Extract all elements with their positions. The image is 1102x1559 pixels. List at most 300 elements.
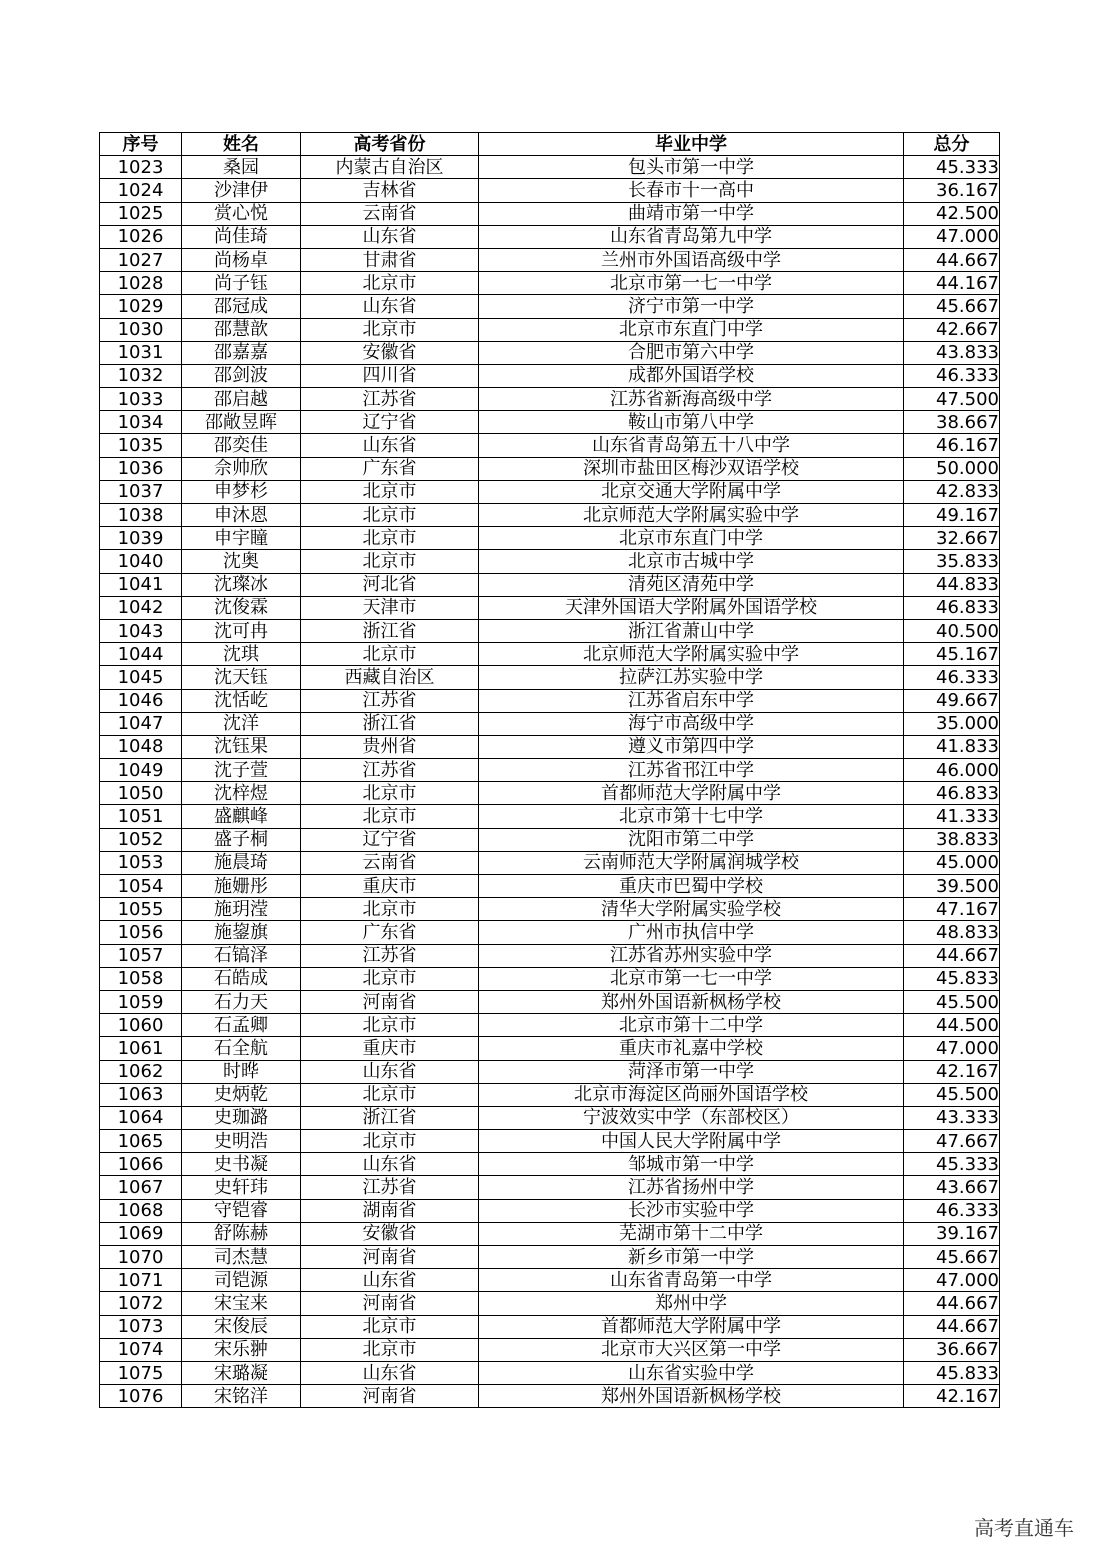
cell-score: 44.667 <box>904 1292 1000 1315</box>
cell-school: 曲靖市第一中学 <box>479 202 904 225</box>
table-row <box>100 1385 1000 1408</box>
table-row <box>100 1106 1000 1129</box>
cell-school: 济宁市第一中学 <box>479 295 904 318</box>
cell-id: 1029 <box>100 295 182 318</box>
table-row <box>100 1083 1000 1106</box>
cell-name: 时晔 <box>182 1060 301 1083</box>
cell-name: 邵剑波 <box>182 364 301 387</box>
table-row <box>100 1130 1000 1153</box>
cell-school: 新乡市第一中学 <box>479 1246 904 1269</box>
cell-school: 北京市第十七中学 <box>479 805 904 828</box>
cell-school: 郑州外国语新枫杨学校 <box>479 1385 904 1408</box>
cell-id: 1038 <box>100 504 182 527</box>
cell-name: 盛子桐 <box>182 828 301 851</box>
cell-school: 江苏省邗江中学 <box>479 759 904 782</box>
cell-school: 菏泽市第一中学 <box>479 1060 904 1083</box>
cell-province: 北京市 <box>301 1315 479 1338</box>
cell-province: 河南省 <box>301 990 479 1013</box>
cell-score: 47.667 <box>904 1130 1000 1153</box>
table-row <box>100 689 1000 712</box>
cell-school: 北京市大兴区第一中学 <box>479 1338 904 1361</box>
cell-school: 北京市东直门中学 <box>479 527 904 550</box>
cell-id: 1028 <box>100 272 182 295</box>
cell-province: 北京市 <box>301 1130 479 1153</box>
cell-name: 石孟卿 <box>182 1014 301 1037</box>
cell-score: 48.833 <box>904 921 1000 944</box>
table-row <box>100 944 1000 967</box>
cell-name: 司铠源 <box>182 1269 301 1292</box>
table-row <box>100 156 1000 179</box>
cell-id: 1050 <box>100 782 182 805</box>
cell-id: 1061 <box>100 1037 182 1060</box>
cell-name: 邵敞昱晖 <box>182 411 301 434</box>
cell-school: 深圳市盐田区梅沙双语学校 <box>479 457 904 480</box>
table-row <box>100 202 1000 225</box>
cell-score: 42.833 <box>904 480 1000 503</box>
cell-name: 邵嘉嘉 <box>182 341 301 364</box>
cell-name: 施玥滢 <box>182 898 301 921</box>
cell-province: 辽宁省 <box>301 828 479 851</box>
cell-score: 44.667 <box>904 1315 1000 1338</box>
cell-score: 39.167 <box>904 1222 1000 1245</box>
cell-province: 山东省 <box>301 1269 479 1292</box>
cell-name: 沈洋 <box>182 712 301 735</box>
cell-score: 44.667 <box>904 248 1000 271</box>
cell-province: 山东省 <box>301 295 479 318</box>
cell-province: 江苏省 <box>301 689 479 712</box>
cell-name: 邵启越 <box>182 388 301 411</box>
cell-school: 邹城市第一中学 <box>479 1153 904 1176</box>
cell-name: 邵冠成 <box>182 295 301 318</box>
cell-score: 45.333 <box>904 156 1000 179</box>
cell-id: 1032 <box>100 364 182 387</box>
cell-id: 1058 <box>100 967 182 990</box>
cell-name: 尚佳琦 <box>182 225 301 248</box>
cell-name: 舒陈赫 <box>182 1222 301 1245</box>
cell-province: 江苏省 <box>301 388 479 411</box>
cell-province: 甘肃省 <box>301 248 479 271</box>
cell-school: 首都师范大学附属中学 <box>479 1315 904 1338</box>
table-row <box>100 1037 1000 1060</box>
cell-province: 重庆市 <box>301 1037 479 1060</box>
cell-score: 42.167 <box>904 1060 1000 1083</box>
cell-score: 38.667 <box>904 411 1000 434</box>
cell-name: 申宇瞳 <box>182 527 301 550</box>
table-row <box>100 619 1000 642</box>
cell-school: 北京师范大学附属实验中学 <box>479 643 904 666</box>
table-row <box>100 457 1000 480</box>
cell-name: 沙津伊 <box>182 179 301 202</box>
table-row <box>100 782 1000 805</box>
cell-id: 1057 <box>100 944 182 967</box>
cell-score: 36.667 <box>904 1338 1000 1361</box>
cell-name: 宋乐翀 <box>182 1338 301 1361</box>
cell-name: 尚杨卓 <box>182 248 301 271</box>
cell-province: 云南省 <box>301 202 479 225</box>
table-row <box>100 179 1000 202</box>
table-row <box>100 1292 1000 1315</box>
cell-score: 49.167 <box>904 504 1000 527</box>
table-row <box>100 225 1000 248</box>
cell-id: 1040 <box>100 550 182 573</box>
cell-school: 北京市第十二中学 <box>479 1014 904 1037</box>
cell-school: 芜湖市第十二中学 <box>479 1222 904 1245</box>
cell-province: 辽宁省 <box>301 411 479 434</box>
cell-id: 1042 <box>100 596 182 619</box>
cell-score: 45.000 <box>904 851 1000 874</box>
cell-province: 浙江省 <box>301 712 479 735</box>
cell-score: 46.333 <box>904 666 1000 689</box>
cell-province: 北京市 <box>301 527 479 550</box>
cell-score: 45.833 <box>904 1361 1000 1384</box>
cell-name: 沈天钰 <box>182 666 301 689</box>
cell-school: 江苏省新海高级中学 <box>479 388 904 411</box>
table-row <box>100 596 1000 619</box>
cell-score: 32.667 <box>904 527 1000 550</box>
table-row <box>100 735 1000 758</box>
cell-name: 沈钰果 <box>182 735 301 758</box>
cell-school: 广州市执信中学 <box>479 921 904 944</box>
cell-province: 广东省 <box>301 457 479 480</box>
cell-score: 44.667 <box>904 944 1000 967</box>
table-row <box>100 295 1000 318</box>
cell-school: 云南师范大学附属润城学校 <box>479 851 904 874</box>
table-row <box>100 1338 1000 1361</box>
cell-score: 49.667 <box>904 689 1000 712</box>
cell-id: 1075 <box>100 1361 182 1384</box>
cell-score: 36.167 <box>904 179 1000 202</box>
table-body <box>100 156 1000 1408</box>
cell-name: 沈璨冰 <box>182 573 301 596</box>
cell-name: 沈梓煜 <box>182 782 301 805</box>
table-row <box>100 1060 1000 1083</box>
cell-id: 1034 <box>100 411 182 434</box>
cell-name: 史轩玮 <box>182 1176 301 1199</box>
table-row <box>100 828 1000 851</box>
cell-score: 41.333 <box>904 805 1000 828</box>
table-row <box>100 1269 1000 1292</box>
cell-id: 1037 <box>100 480 182 503</box>
table-row <box>100 875 1000 898</box>
cell-score: 45.833 <box>904 967 1000 990</box>
cell-province: 河南省 <box>301 1385 479 1408</box>
cell-score: 45.500 <box>904 1083 1000 1106</box>
cell-id: 1044 <box>100 643 182 666</box>
cell-province: 江苏省 <box>301 944 479 967</box>
cell-school: 沈阳市第二中学 <box>479 828 904 851</box>
cell-name: 施鋆旗 <box>182 921 301 944</box>
cell-score: 44.833 <box>904 573 1000 596</box>
table-row <box>100 851 1000 874</box>
table-row <box>100 248 1000 271</box>
table-row <box>100 1361 1000 1384</box>
table-row <box>100 1222 1000 1245</box>
cell-name: 施姗彤 <box>182 875 301 898</box>
cell-score: 42.500 <box>904 202 1000 225</box>
cell-province: 四川省 <box>301 364 479 387</box>
watermark-text: 高考直通车 <box>974 1516 1074 1540</box>
cell-province: 江苏省 <box>301 1176 479 1199</box>
cell-school: 宁波效实中学（东部校区） <box>479 1106 904 1129</box>
cell-province: 北京市 <box>301 1083 479 1106</box>
cell-school: 兰州市外国语高级中学 <box>479 248 904 271</box>
table-row <box>100 1315 1000 1338</box>
cell-id: 1055 <box>100 898 182 921</box>
header-school: 毕业中学 <box>479 133 904 156</box>
cell-score: 44.500 <box>904 1014 1000 1037</box>
cell-id: 1059 <box>100 990 182 1013</box>
cell-province: 北京市 <box>301 967 479 990</box>
cell-score: 39.500 <box>904 875 1000 898</box>
cell-score: 50.000 <box>904 457 1000 480</box>
cell-id: 1053 <box>100 851 182 874</box>
cell-score: 43.333 <box>904 1106 1000 1129</box>
cell-province: 北京市 <box>301 550 479 573</box>
cell-name: 史明浩 <box>182 1130 301 1153</box>
cell-id: 1025 <box>100 202 182 225</box>
cell-name: 邵奕佳 <box>182 434 301 457</box>
cell-score: 47.000 <box>904 1269 1000 1292</box>
cell-province: 北京市 <box>301 318 479 341</box>
cell-id: 1056 <box>100 921 182 944</box>
cell-id: 1030 <box>100 318 182 341</box>
cell-name: 施晨琦 <box>182 851 301 874</box>
cell-school: 鞍山市第八中学 <box>479 411 904 434</box>
cell-id: 1064 <box>100 1106 182 1129</box>
cell-province: 山东省 <box>301 1060 479 1083</box>
table-row <box>100 1246 1000 1269</box>
cell-name: 史书凝 <box>182 1153 301 1176</box>
cell-province: 安徽省 <box>301 1222 479 1245</box>
cell-province: 云南省 <box>301 851 479 874</box>
cell-id: 1045 <box>100 666 182 689</box>
cell-province: 浙江省 <box>301 619 479 642</box>
cell-name: 佘帅欣 <box>182 457 301 480</box>
cell-score: 46.333 <box>904 364 1000 387</box>
cell-school: 天津外国语大学附属外国语学校 <box>479 596 904 619</box>
cell-school: 长沙市实验中学 <box>479 1199 904 1222</box>
cell-province: 北京市 <box>301 504 479 527</box>
cell-id: 1071 <box>100 1269 182 1292</box>
cell-province: 北京市 <box>301 480 479 503</box>
cell-school: 江苏省扬州中学 <box>479 1176 904 1199</box>
cell-school: 北京市东直门中学 <box>479 318 904 341</box>
cell-score: 43.667 <box>904 1176 1000 1199</box>
table-row <box>100 805 1000 828</box>
cell-province: 北京市 <box>301 782 479 805</box>
cell-school: 郑州中学 <box>479 1292 904 1315</box>
cell-score: 38.833 <box>904 828 1000 851</box>
table-row <box>100 666 1000 689</box>
cell-province: 河南省 <box>301 1292 479 1315</box>
cell-score: 45.667 <box>904 1246 1000 1269</box>
cell-id: 1035 <box>100 434 182 457</box>
table-row <box>100 759 1000 782</box>
cell-school: 浙江省萧山中学 <box>479 619 904 642</box>
cell-score: 40.500 <box>904 619 1000 642</box>
cell-score: 43.833 <box>904 341 1000 364</box>
cell-province: 北京市 <box>301 898 479 921</box>
cell-score: 47.000 <box>904 225 1000 248</box>
table-row <box>100 480 1000 503</box>
table-row <box>100 1176 1000 1199</box>
cell-name: 尚子钰 <box>182 272 301 295</box>
cell-school: 北京市海淀区尚丽外国语学校 <box>479 1083 904 1106</box>
cell-score: 46.000 <box>904 759 1000 782</box>
cell-school: 郑州外国语新枫杨学校 <box>479 990 904 1013</box>
table-row <box>100 990 1000 1013</box>
cell-name: 史珈潞 <box>182 1106 301 1129</box>
table-row <box>100 967 1000 990</box>
cell-id: 1033 <box>100 388 182 411</box>
table-row <box>100 504 1000 527</box>
cell-name: 盛麒峰 <box>182 805 301 828</box>
cell-province: 河北省 <box>301 573 479 596</box>
table-row <box>100 550 1000 573</box>
cell-score: 42.667 <box>904 318 1000 341</box>
cell-id: 1051 <box>100 805 182 828</box>
cell-id: 1076 <box>100 1385 182 1408</box>
header-province: 高考省份 <box>301 133 479 156</box>
cell-id: 1073 <box>100 1315 182 1338</box>
cell-name: 赏心悦 <box>182 202 301 225</box>
cell-id: 1063 <box>100 1083 182 1106</box>
cell-province: 北京市 <box>301 272 479 295</box>
cell-school: 山东省青岛第九中学 <box>479 225 904 248</box>
cell-name: 申沐恩 <box>182 504 301 527</box>
cell-id: 1023 <box>100 156 182 179</box>
score-table <box>99 132 1000 1408</box>
cell-province: 吉林省 <box>301 179 479 202</box>
cell-school: 北京市第一七一中学 <box>479 967 904 990</box>
cell-province: 山东省 <box>301 434 479 457</box>
cell-school: 江苏省启东中学 <box>479 689 904 712</box>
cell-score: 45.333 <box>904 1153 1000 1176</box>
cell-name: 石镐泽 <box>182 944 301 967</box>
cell-province: 江苏省 <box>301 759 479 782</box>
cell-score: 41.833 <box>904 735 1000 758</box>
cell-score: 45.500 <box>904 990 1000 1013</box>
cell-score: 46.333 <box>904 1199 1000 1222</box>
cell-id: 1031 <box>100 341 182 364</box>
header-id: 序号 <box>100 133 182 156</box>
cell-id: 1036 <box>100 457 182 480</box>
cell-name: 宋宝来 <box>182 1292 301 1315</box>
cell-name: 沈恬屹 <box>182 689 301 712</box>
cell-name: 沈奥 <box>182 550 301 573</box>
cell-id: 1074 <box>100 1338 182 1361</box>
table-row <box>100 527 1000 550</box>
cell-province: 北京市 <box>301 1338 479 1361</box>
cell-id: 1065 <box>100 1130 182 1153</box>
cell-id: 1070 <box>100 1246 182 1269</box>
cell-province: 山东省 <box>301 1361 479 1384</box>
table-row <box>100 1153 1000 1176</box>
cell-school: 北京交通大学附属中学 <box>479 480 904 503</box>
cell-province: 山东省 <box>301 1153 479 1176</box>
header-row <box>100 133 1000 156</box>
cell-school: 成都外国语学校 <box>479 364 904 387</box>
cell-school: 北京师范大学附属实验中学 <box>479 504 904 527</box>
cell-id: 1046 <box>100 689 182 712</box>
cell-id: 1054 <box>100 875 182 898</box>
cell-score: 35.833 <box>904 550 1000 573</box>
cell-province: 内蒙古自治区 <box>301 156 479 179</box>
cell-id: 1069 <box>100 1222 182 1245</box>
cell-school: 遵义市第四中学 <box>479 735 904 758</box>
cell-score: 47.167 <box>904 898 1000 921</box>
table-row <box>100 921 1000 944</box>
cell-school: 清苑区清苑中学 <box>479 573 904 596</box>
cell-name: 桑园 <box>182 156 301 179</box>
cell-id: 1052 <box>100 828 182 851</box>
cell-province: 湖南省 <box>301 1199 479 1222</box>
cell-school: 山东省青岛第一中学 <box>479 1269 904 1292</box>
cell-province: 河南省 <box>301 1246 479 1269</box>
cell-province: 山东省 <box>301 225 479 248</box>
cell-school: 中国人民大学附属中学 <box>479 1130 904 1153</box>
cell-score: 45.667 <box>904 295 1000 318</box>
table-row <box>100 1014 1000 1037</box>
cell-province: 贵州省 <box>301 735 479 758</box>
cell-province: 浙江省 <box>301 1106 479 1129</box>
cell-name: 沈可冉 <box>182 619 301 642</box>
cell-school: 包头市第一中学 <box>479 156 904 179</box>
cell-name: 宋璐凝 <box>182 1361 301 1384</box>
cell-school: 清华大学附属实验学校 <box>479 898 904 921</box>
cell-id: 1066 <box>100 1153 182 1176</box>
cell-school: 首都师范大学附属中学 <box>479 782 904 805</box>
cell-name: 宋俊辰 <box>182 1315 301 1338</box>
table-row <box>100 712 1000 735</box>
table-row <box>100 573 1000 596</box>
cell-id: 1043 <box>100 619 182 642</box>
cell-id: 1072 <box>100 1292 182 1315</box>
cell-school: 北京市古城中学 <box>479 550 904 573</box>
cell-score: 35.000 <box>904 712 1000 735</box>
cell-province: 天津市 <box>301 596 479 619</box>
cell-school: 拉萨江苏实验中学 <box>479 666 904 689</box>
cell-name: 守铠睿 <box>182 1199 301 1222</box>
header-score: 总分 <box>904 133 1000 156</box>
cell-province: 北京市 <box>301 805 479 828</box>
cell-id: 1027 <box>100 248 182 271</box>
table-row <box>100 1199 1000 1222</box>
cell-name: 石全航 <box>182 1037 301 1060</box>
cell-name: 司杰慧 <box>182 1246 301 1269</box>
cell-id: 1049 <box>100 759 182 782</box>
cell-id: 1067 <box>100 1176 182 1199</box>
cell-name: 沈俊霖 <box>182 596 301 619</box>
cell-province: 北京市 <box>301 1014 479 1037</box>
table-row <box>100 411 1000 434</box>
cell-score: 46.833 <box>904 782 1000 805</box>
cell-score: 46.167 <box>904 434 1000 457</box>
cell-school: 海宁市高级中学 <box>479 712 904 735</box>
cell-school: 长春市十一高中 <box>479 179 904 202</box>
cell-province: 北京市 <box>301 643 479 666</box>
cell-school: 山东省青岛第五十八中学 <box>479 434 904 457</box>
cell-name: 申梦杉 <box>182 480 301 503</box>
cell-province: 西藏自治区 <box>301 666 479 689</box>
cell-school: 重庆市礼嘉中学校 <box>479 1037 904 1060</box>
cell-id: 1062 <box>100 1060 182 1083</box>
cell-name: 石皓成 <box>182 967 301 990</box>
cell-school: 重庆市巴蜀中学校 <box>479 875 904 898</box>
cell-score: 46.833 <box>904 596 1000 619</box>
cell-school: 山东省实验中学 <box>479 1361 904 1384</box>
cell-id: 1047 <box>100 712 182 735</box>
